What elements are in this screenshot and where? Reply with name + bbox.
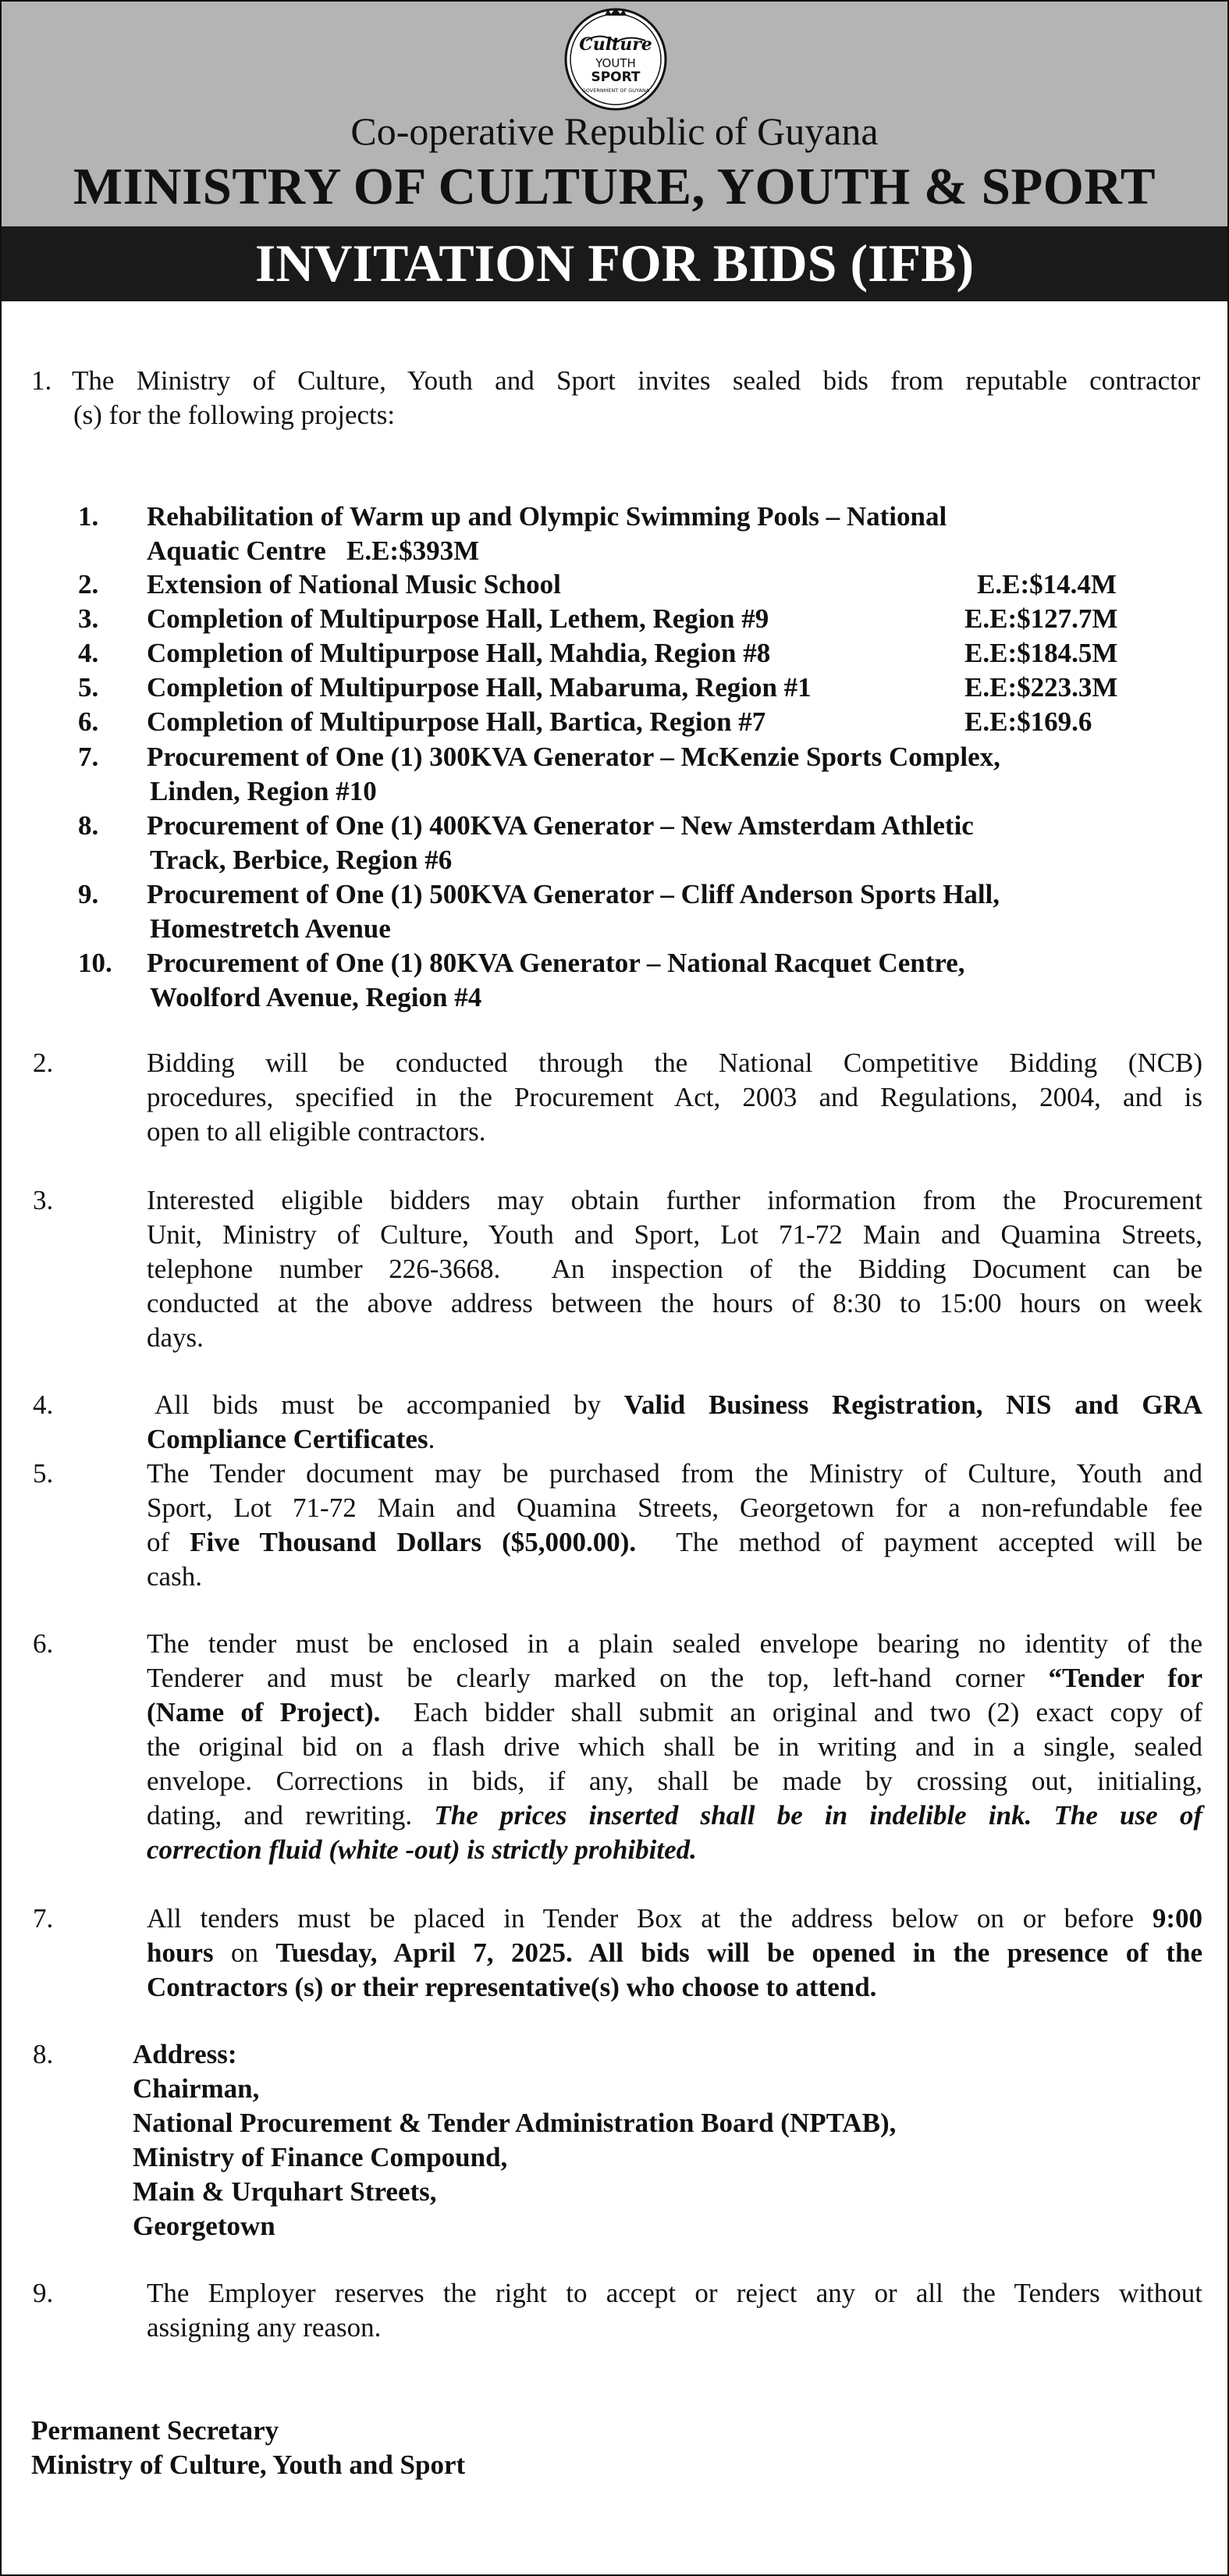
clause-3-line: telephone number 226-3668. An inspection of the Bidding Document can be	[147, 1254, 1202, 1284]
clause-2	[147, 1046, 1202, 1149]
clause-7-line	[147, 1970, 1202, 2005]
ifb-title: INVITATION FOR BIDS (IFB)	[254, 233, 975, 293]
clause-7-number: 7.	[33, 1903, 54, 1934]
project-title: Completion of Multipurpose Hall, Lethem, Region #9	[147, 603, 769, 634]
clause-2-number: 2.	[33, 1048, 54, 1078]
project-estimate: E.E:$184.5M	[964, 638, 1118, 668]
project-title: Extension of National Music School	[147, 569, 561, 600]
clause-4-cont	[147, 1422, 1202, 1457]
clause-7-bold: hours	[147, 1937, 214, 1968]
clause-6-line	[147, 1695, 1202, 1730]
clause-6-bold: “Tender for	[1048, 1663, 1202, 1693]
clause-2-line: procedures, specified in the Procurement Act, 2003 and Regulations, 2004, and is	[147, 1082, 1202, 1112]
project-number: 2.	[78, 569, 99, 600]
clause-6-line: the original bid on a flash drive which shall be in writing and in a single, sealed	[147, 1731, 1202, 1762]
clause-4	[155, 1388, 1202, 1422]
clause-9	[147, 2276, 1202, 2345]
clause-3-line: Interested eligible bidders may obtain further information from the Procurement	[147, 1185, 1202, 1215]
project-title-cont: Linden, Region #10	[150, 776, 377, 806]
clause-6-text: Each bidder shall submit an original and two (2) exact copy of	[380, 1697, 1202, 1727]
project-title-cont: Aquatic Centre E.E:$393M	[147, 535, 480, 566]
clause-7-text: on	[213, 1937, 276, 1968]
signature-org: Ministry of Culture, Youth and Sport	[31, 2450, 466, 2480]
clause-4-bold-2: Compliance Certificates	[147, 1424, 428, 1454]
clause-7-bold: 9:00	[1152, 1903, 1202, 1934]
clause-6-bold-italic: correction fluid (white -out) is strictly prohibited.	[147, 1834, 697, 1865]
project-title: Procurement of One (1) 80KVA Generator – National Racquet Centre,	[147, 948, 965, 978]
clause-9-number: 9.	[33, 2278, 54, 2308]
address-line: Georgetown	[133, 2211, 275, 2241]
clause-6-text: Tenderer and must be clearly marked on the top, left-hand corner	[147, 1663, 1049, 1693]
clause-7-line	[147, 1902, 1202, 1936]
clause-2-line: open to all eligible contractors.	[147, 1116, 486, 1147]
intro-line-2: (s) for the following projects:	[73, 400, 396, 430]
intro-number: 1.	[31, 365, 52, 396]
address-line: Chairman,	[133, 2073, 260, 2104]
clause-7-bold: Tuesday, April 7, 2025. All bids will be opened in the presence of the	[275, 1937, 1203, 1968]
project-title-cont: Woolford Avenue, Region #4	[150, 982, 482, 1012]
clause-5-line	[147, 1525, 1202, 1560]
clause-8-number: 8.	[33, 2039, 54, 2069]
logo-text-government: GOVERNMENT OF GUYANA	[581, 87, 650, 94]
logo-text-youth: YOUTH	[595, 56, 636, 70]
clause-9-line: The Employer reserves the right to accept or reject any or all the Tenders without	[147, 2278, 1202, 2308]
clause-4-line	[155, 1388, 1202, 1422]
clause-9-line: assigning any reason.	[147, 2312, 382, 2343]
clause-3-line: Unit, Ministry of Culture, Youth and Sport, Lot 71-72 Main and Quamina Streets,	[147, 1219, 1202, 1250]
clause-7-text: All tenders must be placed in Tender Box at the address below on or before	[147, 1903, 1153, 1934]
signature-title: Permanent Secretary	[31, 2415, 279, 2446]
logo-text-sport: SPORT	[591, 69, 641, 85]
clause-6-line	[147, 1799, 1202, 1833]
clause-6-line	[147, 1833, 1202, 1867]
clause-5-line: Sport, Lot 71-72 Main and Quamina Streets, Georgetown for a non-refundable fee	[147, 1493, 1202, 1523]
clause-5	[147, 1457, 1202, 1594]
address-line: Ministry of Finance Compound,	[133, 2142, 508, 2172]
masthead	[2, 2, 1227, 226]
republic-name: Co-operative Republic of Guyana	[350, 109, 879, 153]
clause-7	[147, 1902, 1202, 2005]
clause-5-line: The Tender document may be purchased from the Ministry of Culture, Youth and	[147, 1458, 1202, 1489]
clause-4-bold: Valid Business Registration, NIS and GRA	[623, 1389, 1203, 1420]
clause-2-line: Bidding will be conducted through the National Competitive Bidding (NCB)	[147, 1048, 1202, 1078]
project-number: 5.	[78, 672, 99, 703]
clause-6-text: dating, and rewriting.	[147, 1800, 435, 1831]
project-number: 8.	[78, 810, 99, 841]
project-estimate: E.E:$127.7M	[964, 603, 1118, 634]
address-line: Main & Urquhart Streets,	[133, 2176, 437, 2207]
project-number: 1.	[78, 501, 99, 532]
project-title: Procurement of One (1) 300KVA Generator – McKenzie Sports Complex,	[147, 742, 1000, 772]
clause-5-text: of	[147, 1527, 190, 1557]
clause-3-line: days.	[147, 1322, 204, 1353]
project-estimate: E.E:$169.6	[964, 706, 1092, 737]
project-number: 7.	[78, 742, 99, 772]
clause-5-fee: Five Thousand Dollars ($5,000.00).	[190, 1527, 637, 1557]
clause-3-number: 3.	[33, 1185, 54, 1215]
clause-6-line: The tender must be enclosed in a plain sealed envelope bearing no identity of the	[147, 1628, 1202, 1659]
clause-6-bold-italic: The prices inserted shall be in indelible ink. The use of	[434, 1800, 1202, 1831]
clause-4-end: .	[428, 1424, 435, 1454]
clause-4-text: All bids must be accompanied by	[155, 1389, 624, 1420]
project-title: Completion of Multipurpose Hall, Mahdia, Region #8	[147, 638, 771, 668]
clause-3-line: conducted at the above address between the hours of 8:30 to 15:00 hours on week	[147, 1288, 1202, 1318]
address-line: National Procurement & Tender Administration Board (NPTAB),	[133, 2108, 897, 2138]
project-title: Completion of Multipurpose Hall, Mabaruma, Region #1	[147, 672, 812, 703]
clause-6-line	[147, 1661, 1202, 1695]
clause-6-line: envelope. Corrections in bids, if any, shall be made by crossing out, initialing,	[147, 1766, 1202, 1796]
project-number: 10.	[78, 948, 112, 978]
project-title: Rehabilitation of Warm up and Olympic Swimming Pools – National	[147, 501, 947, 532]
ministry-name: MINISTRY OF CULTURE, YOUTH & SPORT	[73, 158, 1156, 215]
project-title-cont: Homestretch Avenue	[150, 913, 391, 944]
project-title: Procurement of One (1) 500KVA Generator – Cliff Anderson Sports Hall,	[147, 879, 1000, 909]
ministry-logo	[563, 5, 669, 111]
project-number: 6.	[78, 706, 99, 737]
project-title: Completion of Multipurpose Hall, Bartica, Region #7	[147, 706, 766, 737]
clause-4-number: 4.	[33, 1389, 54, 1420]
clause-3	[147, 1183, 1202, 1355]
project-estimate: E.E:$14.4M	[977, 569, 1117, 600]
clause-6-bold: (Name of Project).	[147, 1697, 381, 1727]
clause-5-line: cash.	[147, 1561, 202, 1592]
intro-line-1: The Ministry of Culture, Youth and Sport invites sealed bids from reputable contractor	[72, 365, 1200, 396]
project-estimate: E.E:$223.3M	[964, 672, 1118, 703]
clause-5-text: The method of payment accepted will be	[636, 1527, 1202, 1557]
clause-6	[147, 1627, 1202, 1867]
project-number: 9.	[78, 879, 99, 909]
project-title-cont: Track, Berbice, Region #6	[150, 845, 453, 875]
address-label: Address:	[133, 2039, 237, 2069]
clause-7-line	[147, 1936, 1202, 1970]
clause-5-number: 5.	[33, 1458, 54, 1489]
clause-6-number: 6.	[33, 1628, 54, 1659]
clause-7-bold: Contractors (s) or their representative(s) who choose to attend.	[147, 1972, 877, 2002]
project-title: Procurement of One (1) 400KVA Generator – New Amsterdam Athletic	[147, 810, 974, 841]
project-number: 4.	[78, 638, 99, 668]
project-number: 3.	[78, 603, 99, 634]
clause-4-line	[147, 1422, 1202, 1457]
ifb-banner	[2, 226, 1227, 301]
logo-text-culture: Culture	[579, 34, 652, 55]
